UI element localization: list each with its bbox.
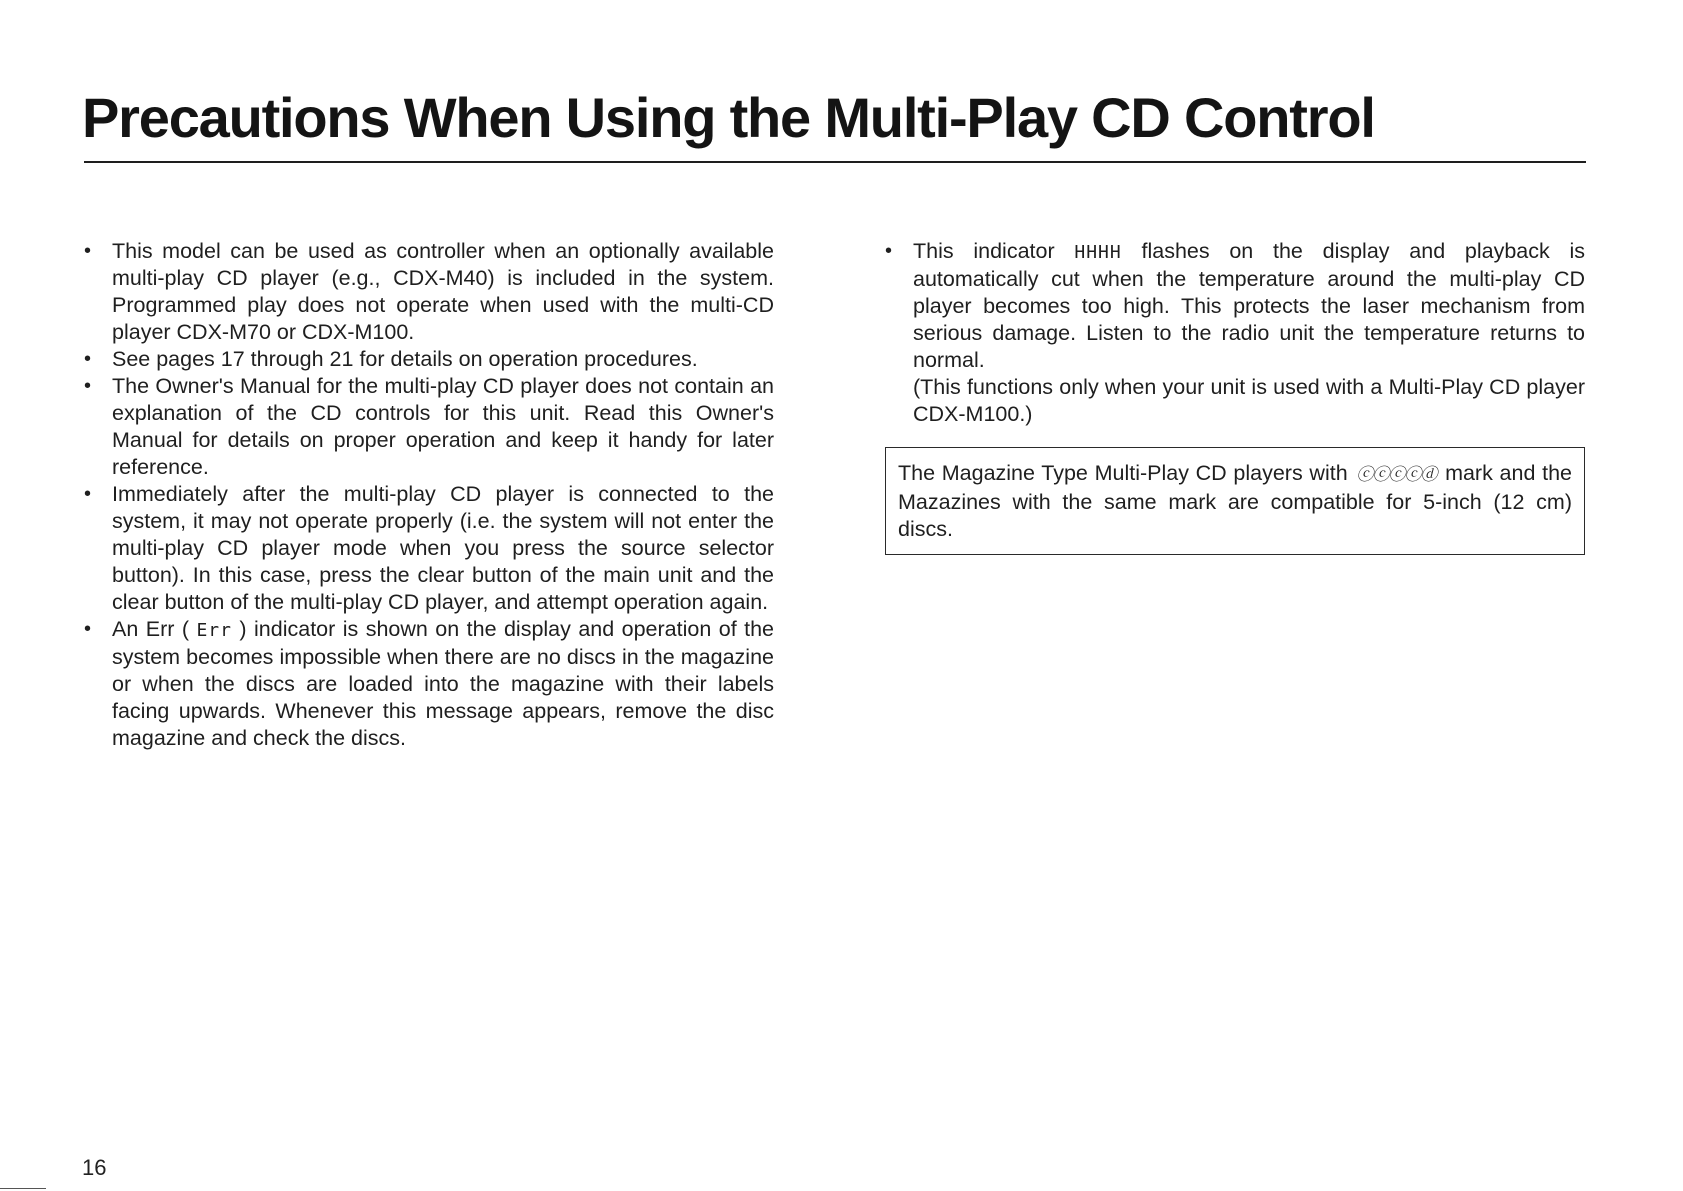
list-item [84, 238, 774, 346]
page-number: 16 [82, 1155, 107, 1180]
indicator-list [885, 238, 1585, 428]
title-divider [84, 161, 1586, 163]
bullet-icon: • [84, 618, 92, 640]
bullet-text: This model can be used as controller when an optionally available multi-play CD player (e.g., CDX-M40) is included in the system. Programmed play does not operate when used with the multi-CD player CDX-M70 or CDX-M100. [112, 239, 774, 344]
page-edge-rule [0, 1188, 46, 1189]
list-item [885, 238, 1585, 428]
page-title: Precautions When Using the Multi-Play CD Control [82, 86, 1375, 149]
bullet-icon: • [84, 483, 92, 505]
bullet-text-after: ) indicator is shown on the display and operation of the system becomes impossible when there are no discs in the magazine or when the discs are loaded into the magazine with their labels facing upwards. Whenever this message appears, remove the disc magazine and check the discs. [112, 617, 774, 750]
list-item [84, 481, 774, 616]
bullet-text: See pages 17 through 21 for details on operation procedures. [112, 347, 698, 371]
compatibility-notice-box [885, 447, 1585, 555]
bullet-icon: • [84, 375, 92, 397]
notice-text-after: mark and the Mazazines with the same mark are compatible for 5-inch (12 cm) discs. [898, 461, 1572, 541]
magazine-cd-mark-icon: ⓒⓒⓒⓒⓓ [1356, 465, 1437, 485]
bullet-text: Immediately after the multi-play CD player is connected to the system, it may not operate properly (i.e. the system will not enter the multi-play CD player mode when you press the source selector button). In this case, press the clear button of the main unit and the clear button of the multi-play CD player, and attempt operation again. [112, 482, 774, 614]
indicator-note: (This functions only when your unit is used with a Multi-Play CD player CDX-M100.) [913, 375, 1585, 426]
list-item [84, 373, 774, 481]
list-item [84, 616, 774, 752]
precautions-list [84, 238, 774, 752]
temperature-indicator-code: HHHH [1074, 242, 1122, 263]
indicator-text-before: This indicator [913, 239, 1055, 263]
notice-text-before: The Magazine Type Multi-Play CD players with [898, 461, 1348, 485]
left-column [84, 238, 774, 752]
indicator-text-after: flashes on the display and playback is automatically cut when the temperature around the multi-play CD player becomes too high. This protects the laser mechanism from serious damage. Listen to the radio unit the temperature returns to normal. [913, 239, 1586, 372]
bullet-icon: • [84, 240, 92, 262]
list-item [84, 346, 774, 373]
bullet-icon: • [885, 240, 893, 262]
bullet-icon: • [84, 348, 92, 370]
bullet-text: The Owner's Manual for the multi-play CD player does not contain an explanation of the CD controls for this unit. Read this Owner's Manual for details on proper operation and keep it handy for later reference. [112, 374, 774, 479]
right-column [885, 238, 1585, 428]
err-display-code: Err [196, 620, 232, 641]
bullet-text-before: An Err ( [112, 617, 189, 641]
